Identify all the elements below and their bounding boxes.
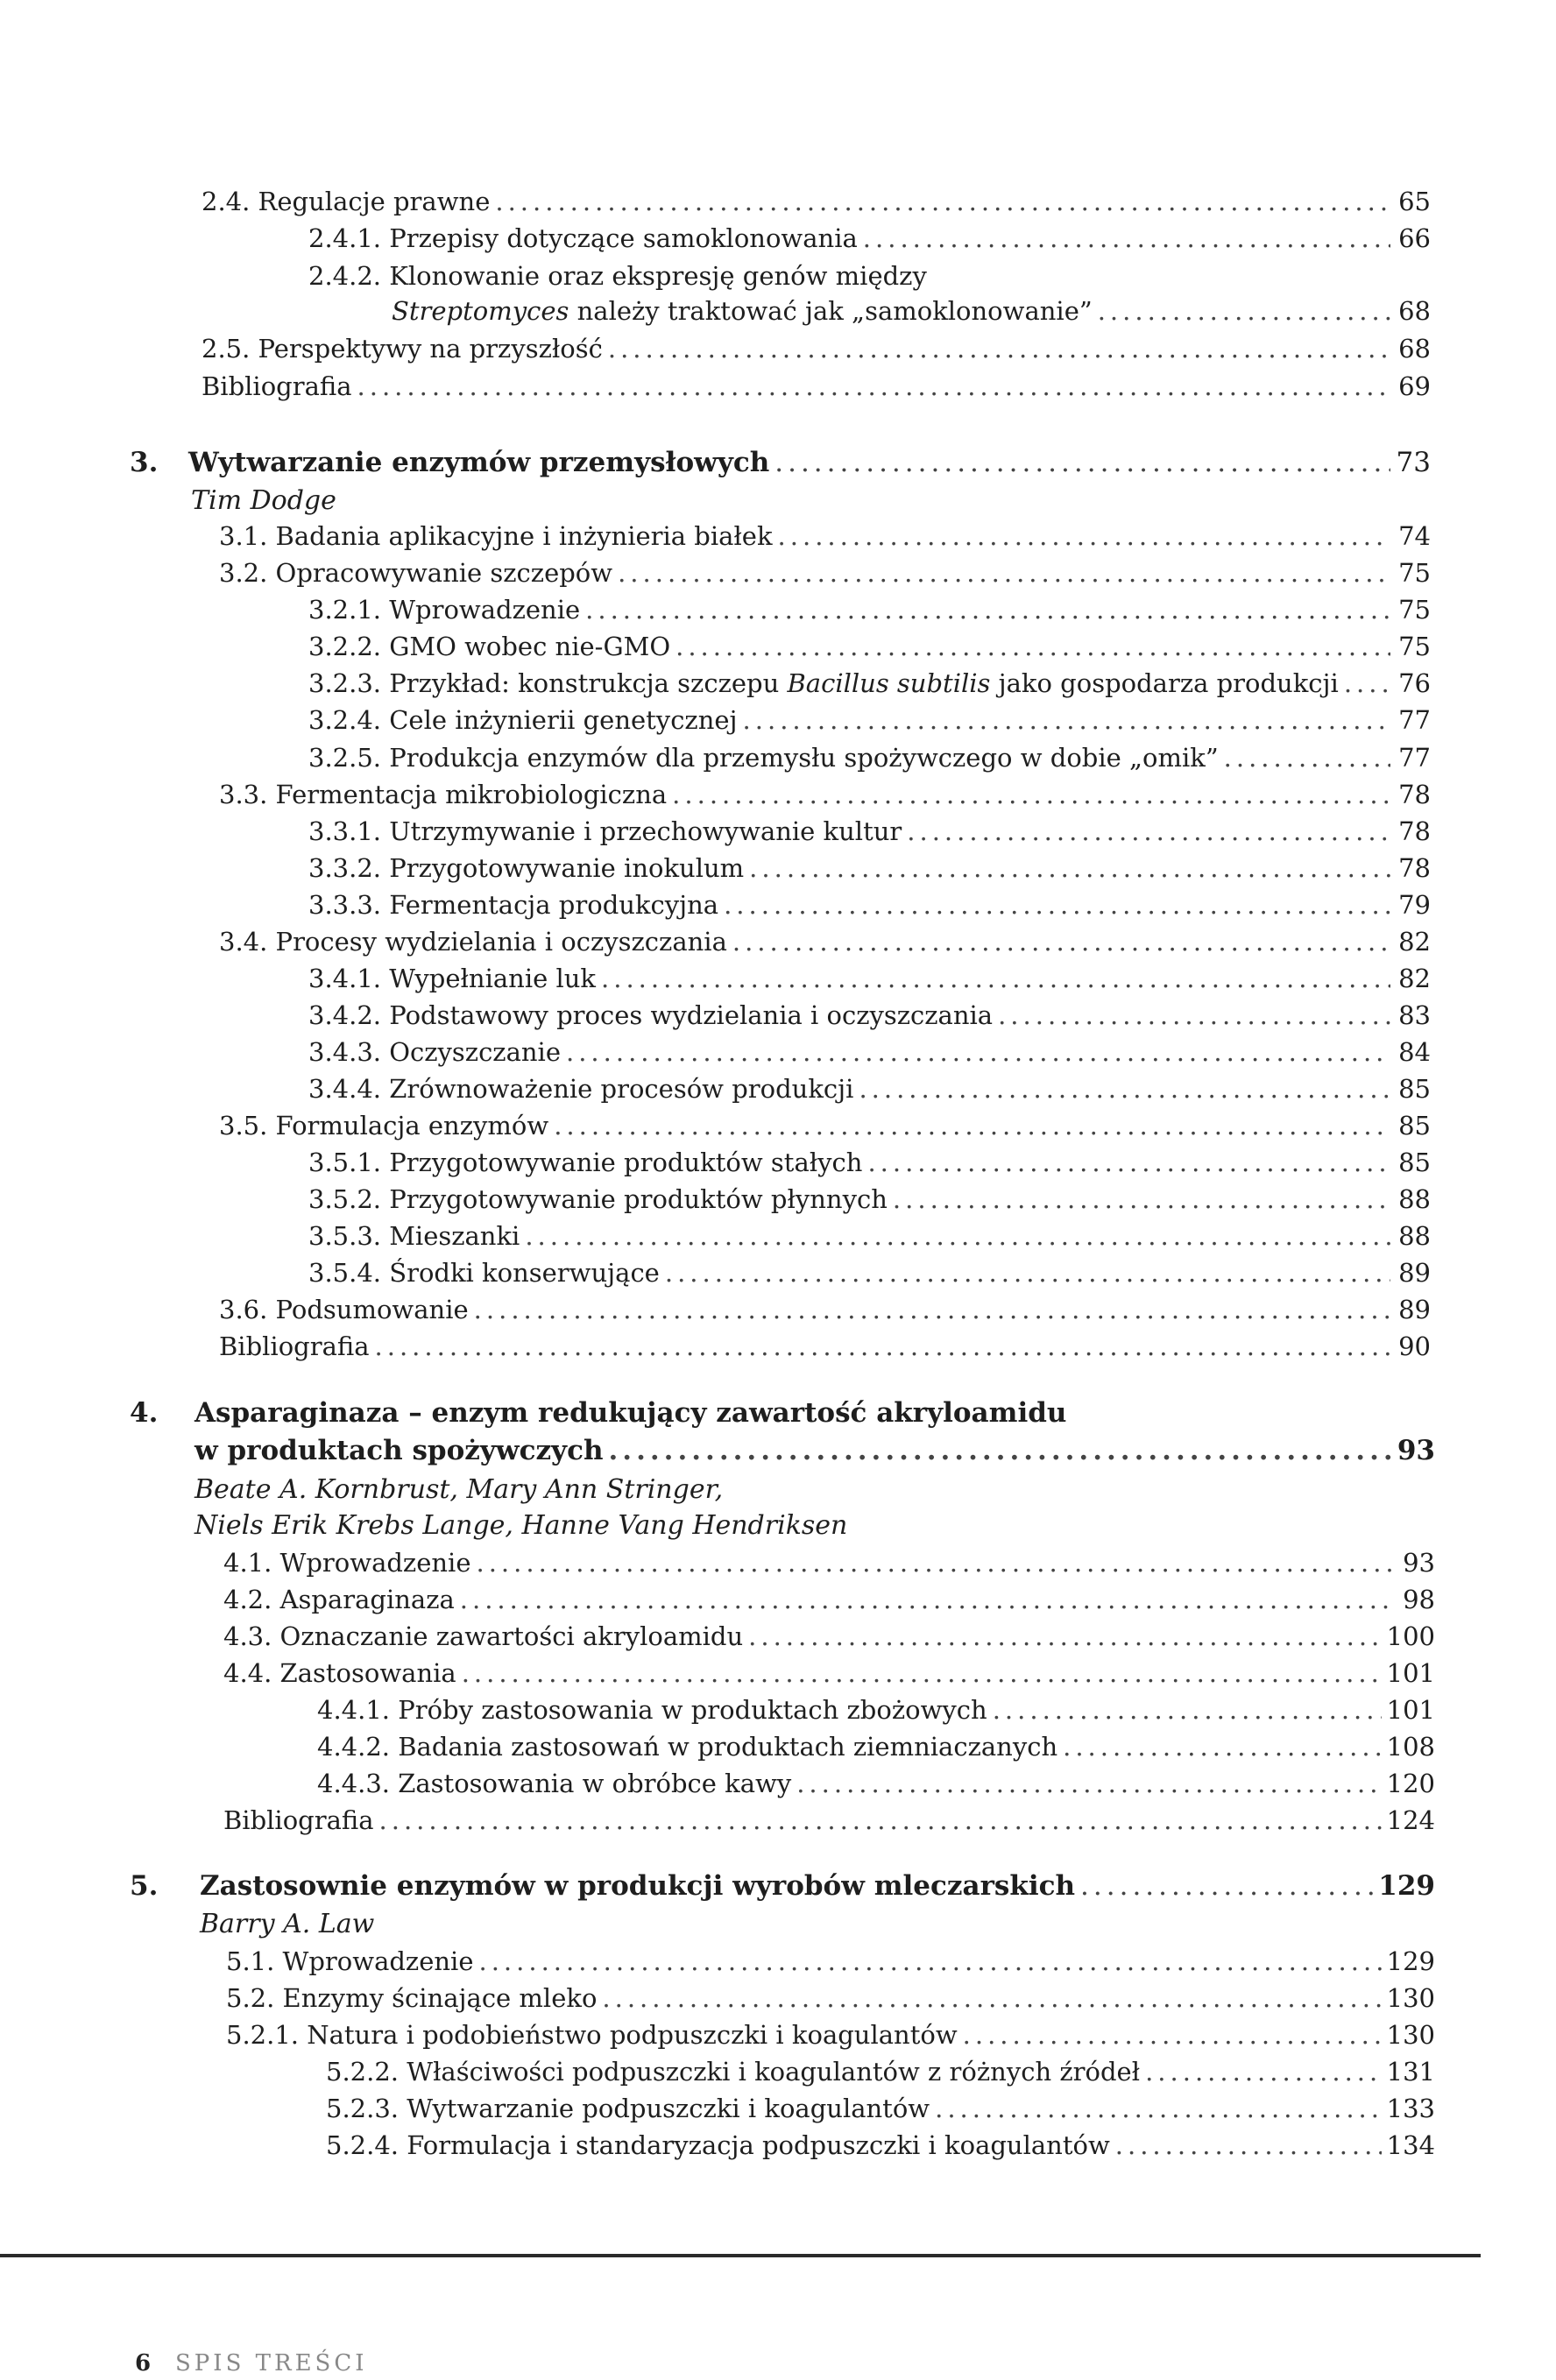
toc-label: 5.2.2. Właściwości podpuszczki i koagulantów z różnych źródeł bbox=[326, 2057, 1141, 2087]
toc-label: 2.5. Perspektywy na przyszłość bbox=[202, 334, 603, 364]
toc-entry bbox=[202, 369, 1431, 404]
chapter-entry bbox=[188, 445, 1431, 480]
chapter-number: 4. bbox=[130, 1397, 159, 1429]
toc-entry bbox=[392, 293, 1431, 328]
toc-page-number: 89 bbox=[1398, 1258, 1431, 1288]
footer-page-number: 6 bbox=[135, 2350, 155, 2376]
toc-entry bbox=[226, 2017, 1435, 2052]
chapter-title: Zastosownie enzymów w produkcji wyrobów mleczarskich bbox=[200, 1870, 1076, 1902]
toc-page-number: 74 bbox=[1398, 521, 1431, 551]
toc-page-number: 77 bbox=[1398, 705, 1431, 735]
leader-dots bbox=[1063, 1729, 1382, 1764]
toc-page-number: 83 bbox=[1398, 1000, 1431, 1030]
toc-entry bbox=[226, 1944, 1435, 1979]
toc-entry bbox=[219, 1292, 1431, 1327]
leader-dots bbox=[774, 445, 1390, 480]
latin-name: Bacillus subtilis bbox=[787, 668, 991, 698]
toc-page-number: 85 bbox=[1398, 1074, 1431, 1104]
toc-page-number: 101 bbox=[1386, 1695, 1435, 1725]
toc-page-number: 78 bbox=[1398, 780, 1431, 809]
leader-dots bbox=[585, 592, 1390, 627]
leader-dots bbox=[893, 1182, 1390, 1217]
toc-page-number: 93 bbox=[1403, 1548, 1435, 1578]
toc-label: 4.3. Oznaczanie zawartości akryloamidu bbox=[223, 1621, 744, 1651]
toc-page-number: 75 bbox=[1398, 558, 1431, 588]
toc-entry bbox=[223, 1656, 1435, 1691]
toc-entry bbox=[308, 1255, 1431, 1290]
chapter-author: Tim Dodge bbox=[191, 485, 336, 516]
toc-entry bbox=[219, 519, 1431, 554]
toc-entry bbox=[308, 1035, 1431, 1070]
toc-entry bbox=[317, 1692, 1435, 1727]
toc-label: 5.2.4. Formulacja i standaryzacja podpuszczki i koagulantów bbox=[326, 2130, 1110, 2160]
toc-label: 5.2.1. Natura i podobieństwo podpuszczki i koagulantów bbox=[226, 2020, 958, 2050]
toc-label: 3.3.2. Przygotowywanie inokulum bbox=[308, 853, 745, 883]
toc-page-number: 88 bbox=[1398, 1184, 1431, 1214]
toc-page-number: 130 bbox=[1386, 1983, 1435, 2013]
toc-label: 3.2.5. Produkcja enzymów dla przemysłu spożywczego w dobie „omik” bbox=[308, 743, 1219, 773]
leader-dots bbox=[778, 519, 1390, 554]
leader-dots bbox=[375, 1329, 1390, 1364]
leader-dots bbox=[1098, 293, 1390, 328]
leader-dots bbox=[601, 961, 1390, 996]
toc-page-number: 84 bbox=[1398, 1037, 1431, 1067]
toc-page-number: 100 bbox=[1386, 1621, 1435, 1651]
toc-label: 3.2.4. Cele inżynierii genetycznej bbox=[308, 705, 738, 735]
toc-entry bbox=[308, 887, 1431, 922]
toc-entry bbox=[317, 1766, 1435, 1801]
toc-label: 3.2. Opracowywanie szczepów bbox=[219, 558, 613, 588]
leader-dots bbox=[998, 998, 1390, 1033]
toc-label: 3.5.2. Przygotowywanie produktów płynnych bbox=[308, 1184, 888, 1214]
toc-page-number: 134 bbox=[1386, 2130, 1435, 2160]
toc-page-number: 65 bbox=[1398, 187, 1431, 216]
toc-page-number: 73 bbox=[1396, 447, 1431, 478]
toc-label: 2.4. Regulacje prawne bbox=[202, 187, 491, 216]
toc-page-number: 120 bbox=[1386, 1769, 1435, 1798]
toc-label: 4.4. Zastosowania bbox=[223, 1658, 456, 1688]
leader-dots bbox=[460, 1582, 1395, 1617]
toc-entry bbox=[326, 2128, 1435, 2163]
toc-page-number: 124 bbox=[1386, 1805, 1435, 1835]
toc-label: 4.4.3. Zastosowania w obróbce kawy bbox=[317, 1769, 792, 1798]
toc-label: 3.3.3. Fermentacja produkcyjna bbox=[308, 890, 719, 920]
chapter-number: 3. bbox=[130, 447, 159, 478]
leader-dots bbox=[863, 221, 1390, 256]
leader-dots bbox=[859, 1071, 1390, 1106]
toc-page-number: 108 bbox=[1386, 1732, 1435, 1762]
leader-dots bbox=[495, 184, 1390, 219]
toc-label: 3.1. Badania aplikacyjne i inżynieria białek bbox=[219, 521, 773, 551]
leader-dots bbox=[462, 1656, 1382, 1691]
chapter-number: 5. bbox=[130, 1870, 159, 1902]
toc-entry bbox=[219, 555, 1431, 590]
toc-page-number: 76 bbox=[1398, 668, 1431, 698]
leader-dots bbox=[1145, 2054, 1382, 2089]
chapter-author: Beate A. Kornbrust, Mary Ann Stringer, bbox=[194, 1474, 724, 1505]
toc-page-number: 68 bbox=[1398, 334, 1431, 364]
toc-entry bbox=[326, 2054, 1435, 2089]
leader-dots bbox=[963, 2017, 1382, 2052]
toc-entry bbox=[223, 1582, 1435, 1617]
toc-page-number: 129 bbox=[1386, 1946, 1435, 1976]
toc-label: 4.2. Asparaginaza bbox=[223, 1585, 455, 1614]
chapter-entry bbox=[200, 1868, 1435, 1903]
leader-dots bbox=[476, 1545, 1395, 1580]
leader-dots bbox=[1115, 2128, 1382, 2163]
toc-label: 3.4.3. Oczyszczanie bbox=[308, 1037, 561, 1067]
toc-entry bbox=[223, 1545, 1435, 1580]
toc-entry bbox=[308, 814, 1431, 849]
toc-entry bbox=[308, 592, 1431, 627]
toc-entry bbox=[308, 703, 1431, 738]
toc-label: Streptomyces należy traktować jak „samoklonowanie” bbox=[392, 296, 1093, 326]
leader-dots bbox=[672, 777, 1390, 812]
toc-page-number: 75 bbox=[1398, 595, 1431, 625]
leader-dots bbox=[1080, 1868, 1373, 1903]
footer-rule bbox=[0, 2254, 1481, 2257]
leader-dots bbox=[935, 2091, 1382, 2126]
toc-entry bbox=[219, 924, 1431, 959]
toc-page-number: 101 bbox=[1386, 1658, 1435, 1688]
leader-dots bbox=[554, 1108, 1390, 1143]
toc-page-number: 93 bbox=[1397, 1435, 1435, 1466]
toc-page-number: 130 bbox=[1386, 2020, 1435, 2050]
toc-entry bbox=[317, 1729, 1435, 1764]
toc-entry bbox=[308, 1218, 1431, 1254]
chapter-title: Asparaginaza – enzym redukujący zawartość akryloamidu bbox=[194, 1397, 1067, 1429]
toc-label: 3.4.1. Wypełnianie luk bbox=[308, 964, 597, 993]
leader-dots bbox=[749, 851, 1390, 886]
toc-label: 5.2. Enzymy ścinające mleko bbox=[226, 1983, 598, 2013]
toc-entry bbox=[223, 1619, 1435, 1654]
toc-page-number: 133 bbox=[1386, 2094, 1435, 2123]
chapter-title: Wytwarzanie enzymów przemysłowych bbox=[188, 447, 770, 478]
toc-page-number: 131 bbox=[1386, 2057, 1435, 2087]
leader-dots bbox=[1344, 666, 1390, 701]
leader-dots bbox=[525, 1218, 1390, 1254]
toc-entry bbox=[308, 221, 1431, 256]
toc-label: 3.5.1. Przygotowywanie produktów stałych bbox=[308, 1148, 863, 1177]
leader-dots bbox=[907, 814, 1390, 849]
toc-page-number: 85 bbox=[1398, 1148, 1431, 1177]
toc-entry bbox=[308, 998, 1431, 1033]
toc-page-number: 68 bbox=[1398, 296, 1431, 326]
toc-entry bbox=[219, 1108, 1431, 1143]
toc-page-number: 98 bbox=[1403, 1585, 1435, 1614]
toc-label: 3.4.4. Zrównoważenie procesów produkcji bbox=[308, 1074, 854, 1104]
toc-page-number: 85 bbox=[1398, 1111, 1431, 1141]
leader-dots bbox=[724, 887, 1390, 922]
toc-label: 5.1. Wprowadzenie bbox=[226, 1946, 474, 1976]
latin-name: Streptomyces bbox=[392, 296, 569, 326]
toc-page-number: 79 bbox=[1398, 890, 1431, 920]
toc-label: 3.2.1. Wprowadzenie bbox=[308, 595, 581, 625]
leader-dots bbox=[602, 1981, 1381, 2016]
leader-dots bbox=[608, 331, 1390, 366]
leader-dots bbox=[474, 1292, 1390, 1327]
toc-entry bbox=[202, 184, 1431, 219]
leader-dots bbox=[796, 1766, 1381, 1801]
toc-label: Bibliografia bbox=[202, 371, 352, 401]
toc-label: 3.5.4. Środki konserwujące bbox=[308, 1258, 660, 1288]
toc-page-number: 88 bbox=[1398, 1221, 1431, 1251]
leader-dots bbox=[1224, 740, 1390, 775]
toc-entry bbox=[308, 1182, 1431, 1217]
toc-page-number: 75 bbox=[1398, 632, 1431, 661]
toc-entry bbox=[219, 777, 1431, 812]
toc-entry bbox=[202, 331, 1431, 366]
toc-page-number: 78 bbox=[1398, 816, 1431, 846]
toc-page-number: 69 bbox=[1398, 371, 1431, 401]
leader-dots bbox=[675, 629, 1390, 664]
toc-entry bbox=[326, 2091, 1435, 2126]
toc-page-number: 82 bbox=[1398, 964, 1431, 993]
leader-dots bbox=[993, 1692, 1382, 1727]
toc-page-number: 82 bbox=[1398, 927, 1431, 957]
toc-label: 3.6. Podsumowanie bbox=[219, 1295, 469, 1324]
toc-label: 3.2.3. Przykład: konstrukcja szczepu Bacillus subtilis jako gospodarza produkcji bbox=[308, 668, 1339, 698]
toc-label: 4.1. Wprowadzenie bbox=[223, 1548, 471, 1578]
toc-label: 2.4.1. Przepisy dotyczące samoklonowania bbox=[308, 223, 858, 253]
toc-page-number: 78 bbox=[1398, 853, 1431, 883]
toc-entry bbox=[308, 961, 1431, 996]
toc-label: Bibliografia bbox=[219, 1331, 370, 1361]
toc-entry bbox=[308, 1145, 1431, 1180]
toc-page-number: 90 bbox=[1398, 1331, 1431, 1361]
footer-running-head: SPIS TREŚCI bbox=[175, 2350, 368, 2376]
chapter-author: Niels Erik Krebs Lange, Hanne Vang Hendriksen bbox=[194, 1510, 848, 1541]
leader-dots bbox=[867, 1145, 1390, 1180]
toc-label: 2.4.2. Klonowanie oraz ekspresję genów między bbox=[308, 261, 927, 291]
toc-entry bbox=[226, 1981, 1435, 2016]
toc-page-number: 66 bbox=[1398, 223, 1431, 253]
toc-page-number: 77 bbox=[1398, 743, 1431, 773]
leader-dots bbox=[357, 369, 1390, 404]
toc-page-number: 89 bbox=[1398, 1295, 1431, 1324]
toc-entry bbox=[223, 1803, 1435, 1838]
toc-label: 3.3. Fermentacja mikrobiologiczna bbox=[219, 780, 668, 809]
toc-entry bbox=[308, 629, 1431, 664]
toc-entry bbox=[308, 851, 1431, 886]
toc-label: 3.3.1. Utrzymywanie i przechowywanie kultur bbox=[308, 816, 902, 846]
toc-entry bbox=[308, 666, 1431, 701]
leader-dots bbox=[379, 1803, 1382, 1838]
leader-dots bbox=[608, 1433, 1391, 1468]
toc-label: 4.4.1. Próby zastosowania w produktach zbożowych bbox=[317, 1695, 987, 1725]
toc-label: 5.2.3. Wytwarzanie podpuszczki i koagulantów bbox=[326, 2094, 930, 2123]
toc-entry bbox=[308, 740, 1431, 775]
toc-label: 3.4.2. Podstawowy proces wydzielania i oczyszczania bbox=[308, 1000, 994, 1030]
leader-dots bbox=[478, 1944, 1381, 1979]
leader-dots bbox=[618, 555, 1390, 590]
toc-label: 3.2.2. GMO wobec nie-GMO bbox=[308, 632, 671, 661]
toc-label: 3.5. Formulacja enzymów bbox=[219, 1111, 549, 1141]
leader-dots bbox=[566, 1035, 1390, 1070]
toc-label: 3.4. Procesy wydzielania i oczyszczania bbox=[219, 927, 727, 957]
chapter-author: Barry A. Law bbox=[200, 1909, 375, 1939]
toc-label: 3.5.3. Mieszanki bbox=[308, 1221, 520, 1251]
toc-entry bbox=[219, 1329, 1431, 1364]
toc-entry bbox=[308, 1071, 1431, 1106]
toc-label: Bibliografia bbox=[223, 1805, 374, 1835]
leader-dots bbox=[665, 1255, 1390, 1290]
toc-page-number: 129 bbox=[1378, 1870, 1435, 1902]
chapter-entry bbox=[194, 1433, 1435, 1468]
leader-dots bbox=[732, 924, 1390, 959]
leader-dots bbox=[743, 703, 1390, 738]
chapter-title: w produktach spożywczych bbox=[194, 1435, 604, 1466]
leader-dots bbox=[748, 1619, 1382, 1654]
toc-label: 4.4.2. Badania zastosowań w produktach ziemniaczanych bbox=[317, 1732, 1058, 1762]
